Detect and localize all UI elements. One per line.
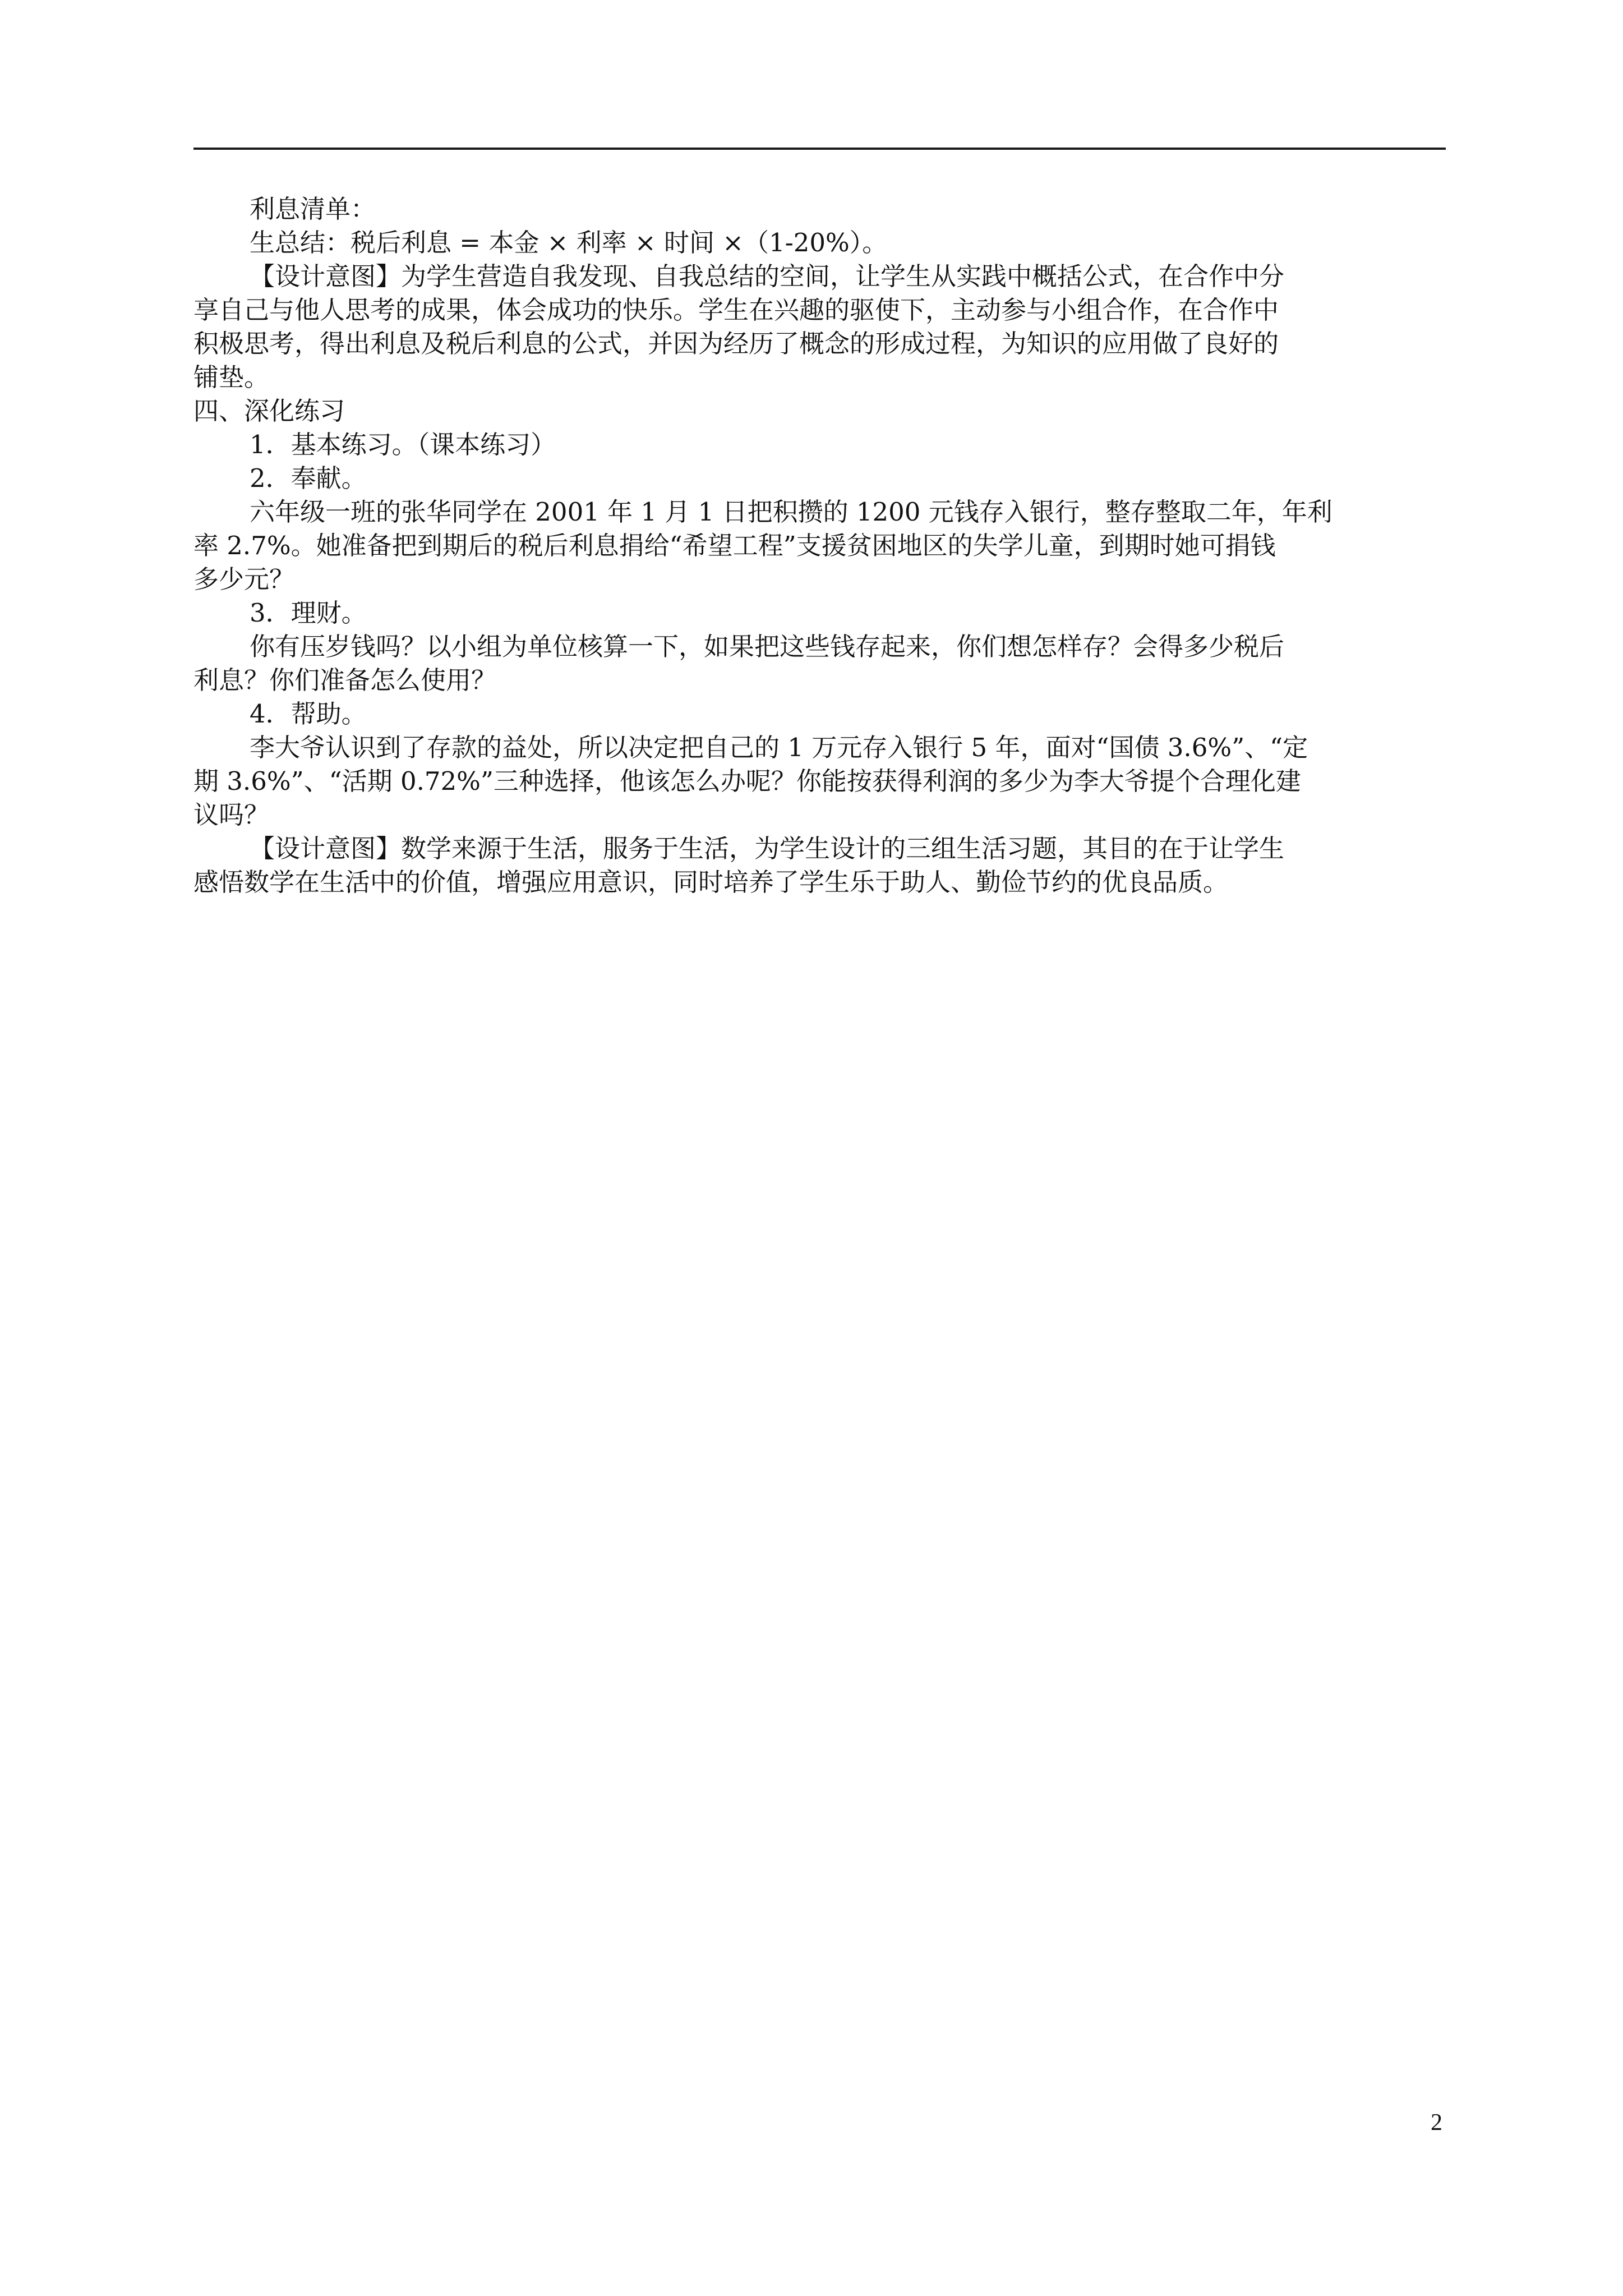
text-line: 4．帮助。: [250, 699, 367, 729]
text-line: 享自己与他人思考的成果，体会成功的快乐。学生在兴趣的驱使下，主动参与小组合作，在合作中: [193, 295, 1279, 325]
text-line: 议吗？: [193, 800, 270, 830]
document-body: [193, 194, 1446, 900]
text-line: 生总结：税后利息 = 本金 × 利率 × 时间 ×（1-20%）。: [250, 228, 888, 257]
text-line: 你有压岁钱吗？以小组为单位核算一下，如果把这些钱存起来，你们想怎样存？会得多少税后: [250, 632, 1285, 661]
section-heading: 四、深化练习: [193, 396, 345, 426]
text-line: 利息？你们准备怎么使用？: [193, 665, 497, 695]
text-line: 铺垫。: [193, 362, 270, 392]
text-line: 2．奉献。: [250, 463, 367, 493]
text-line: 感悟数学在生活中的价值，增强应用意识，同时培养了学生乐于助人、勤俭节约的优良品质。: [193, 867, 1229, 897]
page-number: 2: [1431, 2110, 1442, 2136]
text-line: 李大爷认识到了存款的益处，所以决定把自己的 1 万元存入银行 5 年，面对“国债 3.6%”、“定: [250, 733, 1308, 762]
text-line: 率 2.7%。她准备把到期后的税后利息捐给“希望工程”支援贫困地区的失学儿童，到期时她可捐钱: [193, 531, 1276, 560]
text-line: 积极思考，得出利息及税后利息的公式，并因为经历了概念的形成过程，为知识的应用做了良好的: [193, 329, 1279, 358]
header-rule: [193, 148, 1446, 150]
text-line: 利息清单：: [250, 194, 376, 224]
text-line: 多少元？: [193, 564, 295, 594]
text-line: 六年级一班的张华同学在 2001 年 1 月 1 日把积攒的 1200 元钱存入银行，整存整取二年，年利: [250, 497, 1332, 527]
text-line: 【设计意图】为学生营造自我发现、自我总结的空间，让学生从实践中概括公式，在合作中分: [250, 261, 1285, 291]
text-line: 3．理财。: [250, 598, 367, 628]
text-line: 1．基本练习。（课本练习）: [250, 430, 556, 459]
text-line: 【设计意图】数学来源于生活，服务于生活，为学生设计的三组生活习题，其目的在于让学生: [250, 834, 1285, 863]
text-line: 期 3.6%”、“活期 0.72%”三种选择，他该怎么办呢？你能按获得利润的多少为李大爷提个合理化建: [193, 766, 1301, 796]
